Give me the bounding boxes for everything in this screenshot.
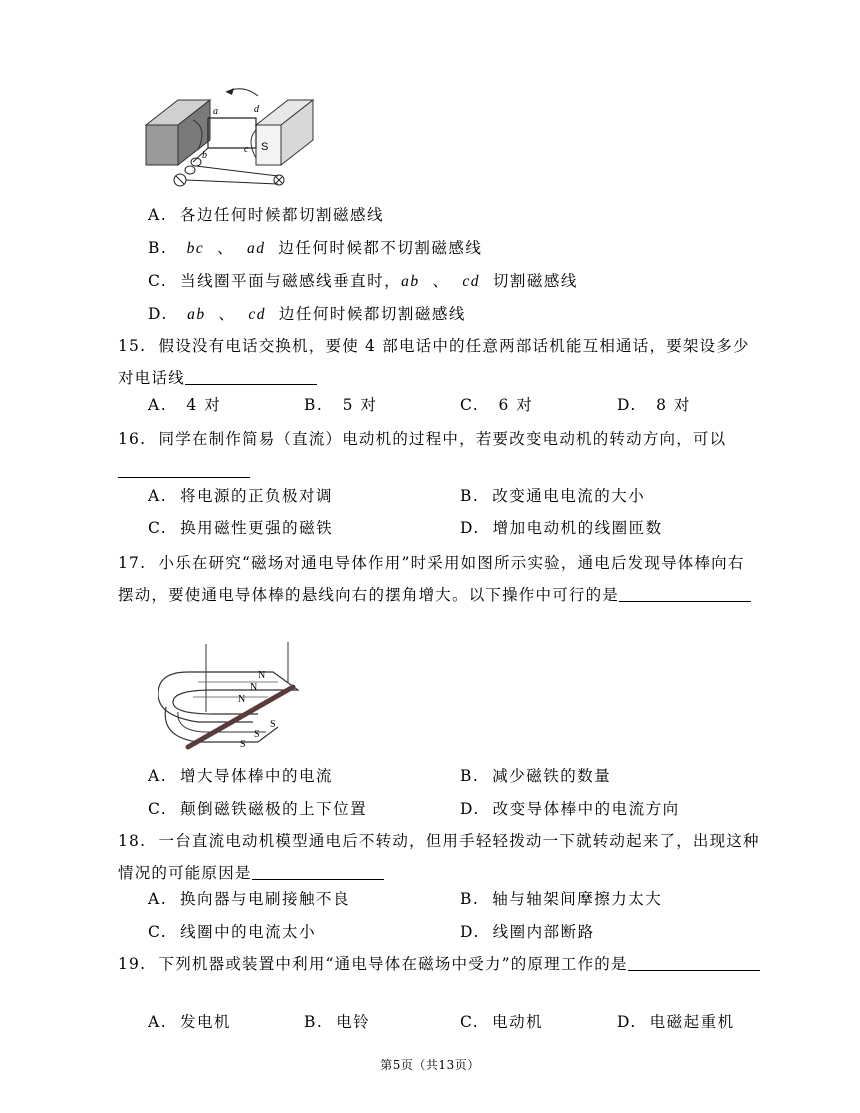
q19-option-c[interactable]: C. 电动机 [460, 1013, 544, 1031]
horseshoe-magnet-figure [158, 642, 303, 752]
q19-option-a[interactable]: A. 发电机 [148, 1013, 231, 1031]
question-15: 15. 假设没有电话交换机，要使 4 部电话中的任意两部话机能互相通话，要架设多少对电话线 [118, 337, 750, 387]
q16-option-a[interactable]: A. 将电源的正负极对调 [148, 487, 333, 505]
q16-option-d[interactable]: D. 增加电动机的线圈匝数 [460, 519, 663, 537]
q15-option-b[interactable]: B. 5 对 [304, 396, 378, 414]
q14-option-d[interactable]: D. ab 、 cd 边任何时候都切割磁感线 [148, 305, 466, 323]
label-s-2: S [254, 729, 260, 740]
coil-magnet-figure [138, 80, 318, 198]
label-c: c [244, 144, 249, 155]
q18-option-a[interactable]: A. 换向器与电刷接触不良 [148, 890, 350, 908]
q17-option-a[interactable]: A. 增大导体棒中的电流 [148, 767, 333, 785]
question-17: 17. 小乐在研究“磁场对通电导体作用”时采用如图所示实验，通电后发现导体棒向右摆动，要使通电导体棒的悬线向右的摆角增大。以下操作中可行的是 [118, 547, 760, 611]
label-n-1: N [258, 670, 266, 681]
page-footer: 第5页（共13页） [380, 1058, 480, 1072]
label-a: a [213, 106, 218, 117]
q18-option-c[interactable]: C. 线圈中的电流太小 [148, 923, 317, 941]
q17-option-b[interactable]: B. 减少磁铁的数量 [460, 767, 612, 785]
q16-option-b[interactable]: B. 改变通电电流的大小 [460, 487, 646, 505]
q14-option-b[interactable]: B. bc 、 ad 边任何时候都不切割磁感线 [148, 239, 483, 257]
answer-blank[interactable] [252, 861, 384, 880]
question-19: 19. 下列机器或装置中利用“通电导体在磁场中受力”的原理工作的是 [118, 948, 760, 980]
q19-option-b[interactable]: B. 电铃 [304, 1013, 371, 1031]
q15-option-c[interactable]: C. 6 对 [460, 396, 534, 414]
label-n-2: N [250, 682, 258, 693]
q15-option-d[interactable]: D. 8 对 [617, 396, 691, 414]
answer-blank[interactable] [118, 459, 250, 478]
q19-option-d[interactable]: D. 电磁起重机 [617, 1013, 735, 1031]
q17-option-d[interactable]: D. 改变导体棒中的电流方向 [460, 800, 680, 818]
q17-option-c[interactable]: C. 颠倒磁铁磁极的上下位置 [148, 800, 368, 818]
label-b: b [202, 150, 207, 161]
q14-option-a[interactable]: A. 各边任何时候都切割磁感线 [148, 206, 384, 224]
label-s-3: S [240, 739, 246, 750]
label-s: S [261, 141, 269, 153]
question-18: 18. 一台直流电动机模型通电后不转动，但用手轻轻拨动一下就转动起来了，出现这种情况的可能原因是 [118, 832, 760, 882]
q15-option-a[interactable]: A. 4 对 [148, 396, 222, 414]
question-16: 16. 同学在制作简易（直流）电动机的过程中，若要改变电动机的转动方向，可以 [118, 423, 760, 487]
label-d: d [254, 104, 259, 115]
q18-option-b[interactable]: B. 轴与轴架间摩擦力太大 [460, 890, 663, 908]
answer-blank[interactable] [185, 366, 317, 385]
q18-option-d[interactable]: D. 线圈内部断路 [460, 923, 595, 941]
answer-blank[interactable] [628, 952, 760, 971]
q14-option-c[interactable]: C. 当线圈平面与磁感线垂直时，ab 、 cd 切割磁感线 [148, 272, 578, 290]
label-s-1: S [270, 719, 276, 730]
label-n-3: N [238, 694, 246, 705]
answer-blank[interactable] [619, 583, 751, 602]
q16-option-c[interactable]: C. 换用磁性更强的磁铁 [148, 519, 334, 537]
